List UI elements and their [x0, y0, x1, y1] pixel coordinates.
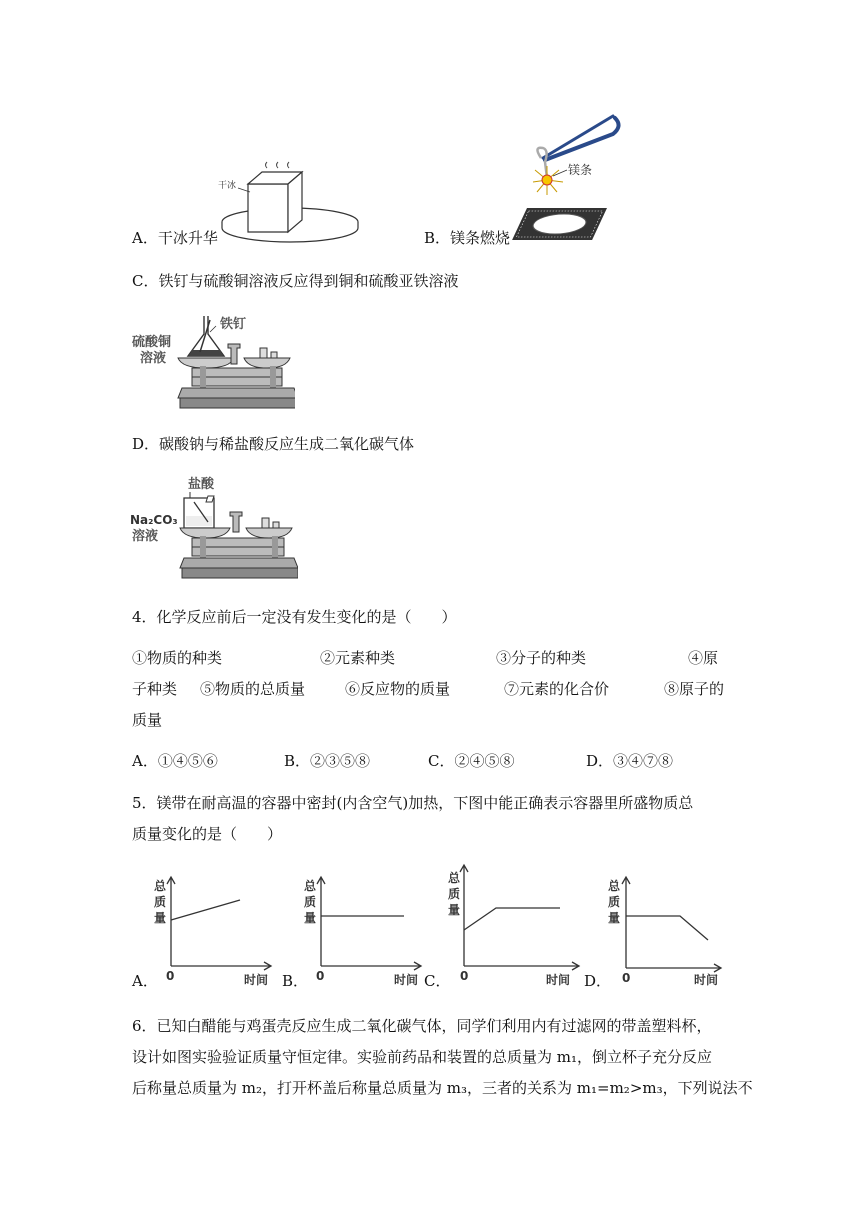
graph-a-origin: 0 [166, 969, 175, 983]
svg-text:质: 质 [154, 895, 167, 909]
q4-item-2: ②元素种类 [320, 649, 396, 667]
q4-item-6: ⑥反应物的质量 [345, 680, 451, 698]
svg-text:总: 总 [608, 879, 621, 893]
graph-d [598, 874, 728, 990]
graph-d-line [626, 916, 708, 940]
graph-a-line [171, 900, 240, 920]
graph-d-origin: 0 [622, 971, 631, 985]
graph-c-letter: C． [424, 972, 451, 990]
option-c-label: C．铁钉与硫酸铜溶液反应得到铜和硫酸亚铁溶液 [132, 272, 459, 290]
graph-a [140, 874, 282, 990]
q4-stem: 4．化学反应前后一定没有发生变化的是（ ） [132, 608, 457, 626]
q4-item-7: ⑦元素的化合价 [504, 680, 610, 698]
q6-line1: 6．已知白醋能与鸡蛋壳反应生成二氧化碳气体，同学们利用内有过滤网的带盖塑料杯， [132, 1017, 712, 1035]
dry-ice-label: 干冰 [218, 181, 237, 191]
svg-text:量: 量 [448, 903, 461, 917]
magnesium-label: 镁条 [568, 163, 593, 177]
iron-nail-balance-figure [130, 308, 295, 413]
svg-text:量: 量 [608, 911, 621, 925]
svg-text:量: 量 [304, 911, 317, 925]
q4-item-8a: ⑧原子的 [664, 680, 725, 698]
cuso4-label-1: 硫酸铜 [132, 335, 172, 350]
graph-c-origin: 0 [460, 969, 469, 983]
q4-item-8b: 质量 [132, 711, 163, 729]
q6-line2: 设计如图实验验证质量守恒定律。实验前药品和装置的总质量为 m₁，倒立杯子充分反应 [132, 1048, 713, 1066]
dry-ice-figure [212, 160, 362, 245]
q4-item-4b: 子种类 [132, 680, 178, 698]
q4-choice-a: A．①④⑤⑥ [132, 752, 218, 770]
na2co3-balance-figure [128, 472, 298, 584]
q4-item-3: ③分子的种类 [496, 649, 587, 667]
svg-text:质: 质 [304, 895, 317, 909]
graph-d-xlabel: 时间 [694, 973, 719, 987]
magnesium-figure [505, 100, 630, 245]
svg-text:总: 总 [154, 879, 167, 893]
q5-stem-line1: 5．镁带在耐高温的容器中密封(内含空气)加热，下图中能正确表示容器里所盛物质总 [132, 794, 694, 812]
na2co3-label-2: 溶液 [132, 529, 159, 544]
option-d-label: D．碳酸钠与稀盐酸反应生成二氧化碳气体 [132, 435, 415, 453]
option-a-label: A．干冰升华 [132, 229, 218, 247]
svg-text:质: 质 [608, 895, 621, 909]
svg-text:总: 总 [448, 871, 461, 885]
q4-item-1: ①物质的种类 [132, 649, 223, 667]
graph-b-letter: B． [282, 972, 309, 990]
q6-line3: 后称量总质量为 m₂，打开杯盖后称量总质量为 m₃，三者的关系为 m₁=m₂>m₃，下列说法不 [132, 1079, 753, 1097]
q4-choice-c: C．②④⑤⑧ [428, 752, 515, 770]
graph-a-letter: A． [132, 972, 158, 990]
option-b-label: B．镁条燃烧 [424, 229, 511, 247]
graph-c-line [464, 908, 560, 930]
graph-b-xlabel: 时间 [394, 973, 419, 987]
q4-item-4a: ④原 [688, 649, 719, 667]
q4-choice-d: D．③④⑦⑧ [586, 752, 674, 770]
svg-text:量: 量 [154, 911, 167, 925]
cuso4-label-2: 溶液 [140, 351, 167, 366]
na2co3-label-1: Na₂CO₃ [130, 513, 178, 527]
graph-d-letter: D． [584, 972, 612, 990]
q4-item-5: ⑤物质的总质量 [200, 680, 306, 698]
hcl-label: 盐酸 [188, 477, 215, 492]
q5-stem-line2: 质量变化的是（ ） [132, 825, 283, 843]
graph-a-xlabel: 时间 [244, 973, 269, 987]
svg-text:质: 质 [448, 887, 461, 901]
graph-c-xlabel: 时间 [546, 973, 571, 987]
graph-b-origin: 0 [316, 969, 325, 983]
q4-choice-b: B．②③⑤⑧ [284, 752, 371, 770]
graph-c [440, 860, 590, 990]
svg-text:总: 总 [304, 879, 317, 893]
graph-b [288, 874, 430, 990]
iron-nail-label: 铁钉 [220, 317, 247, 332]
